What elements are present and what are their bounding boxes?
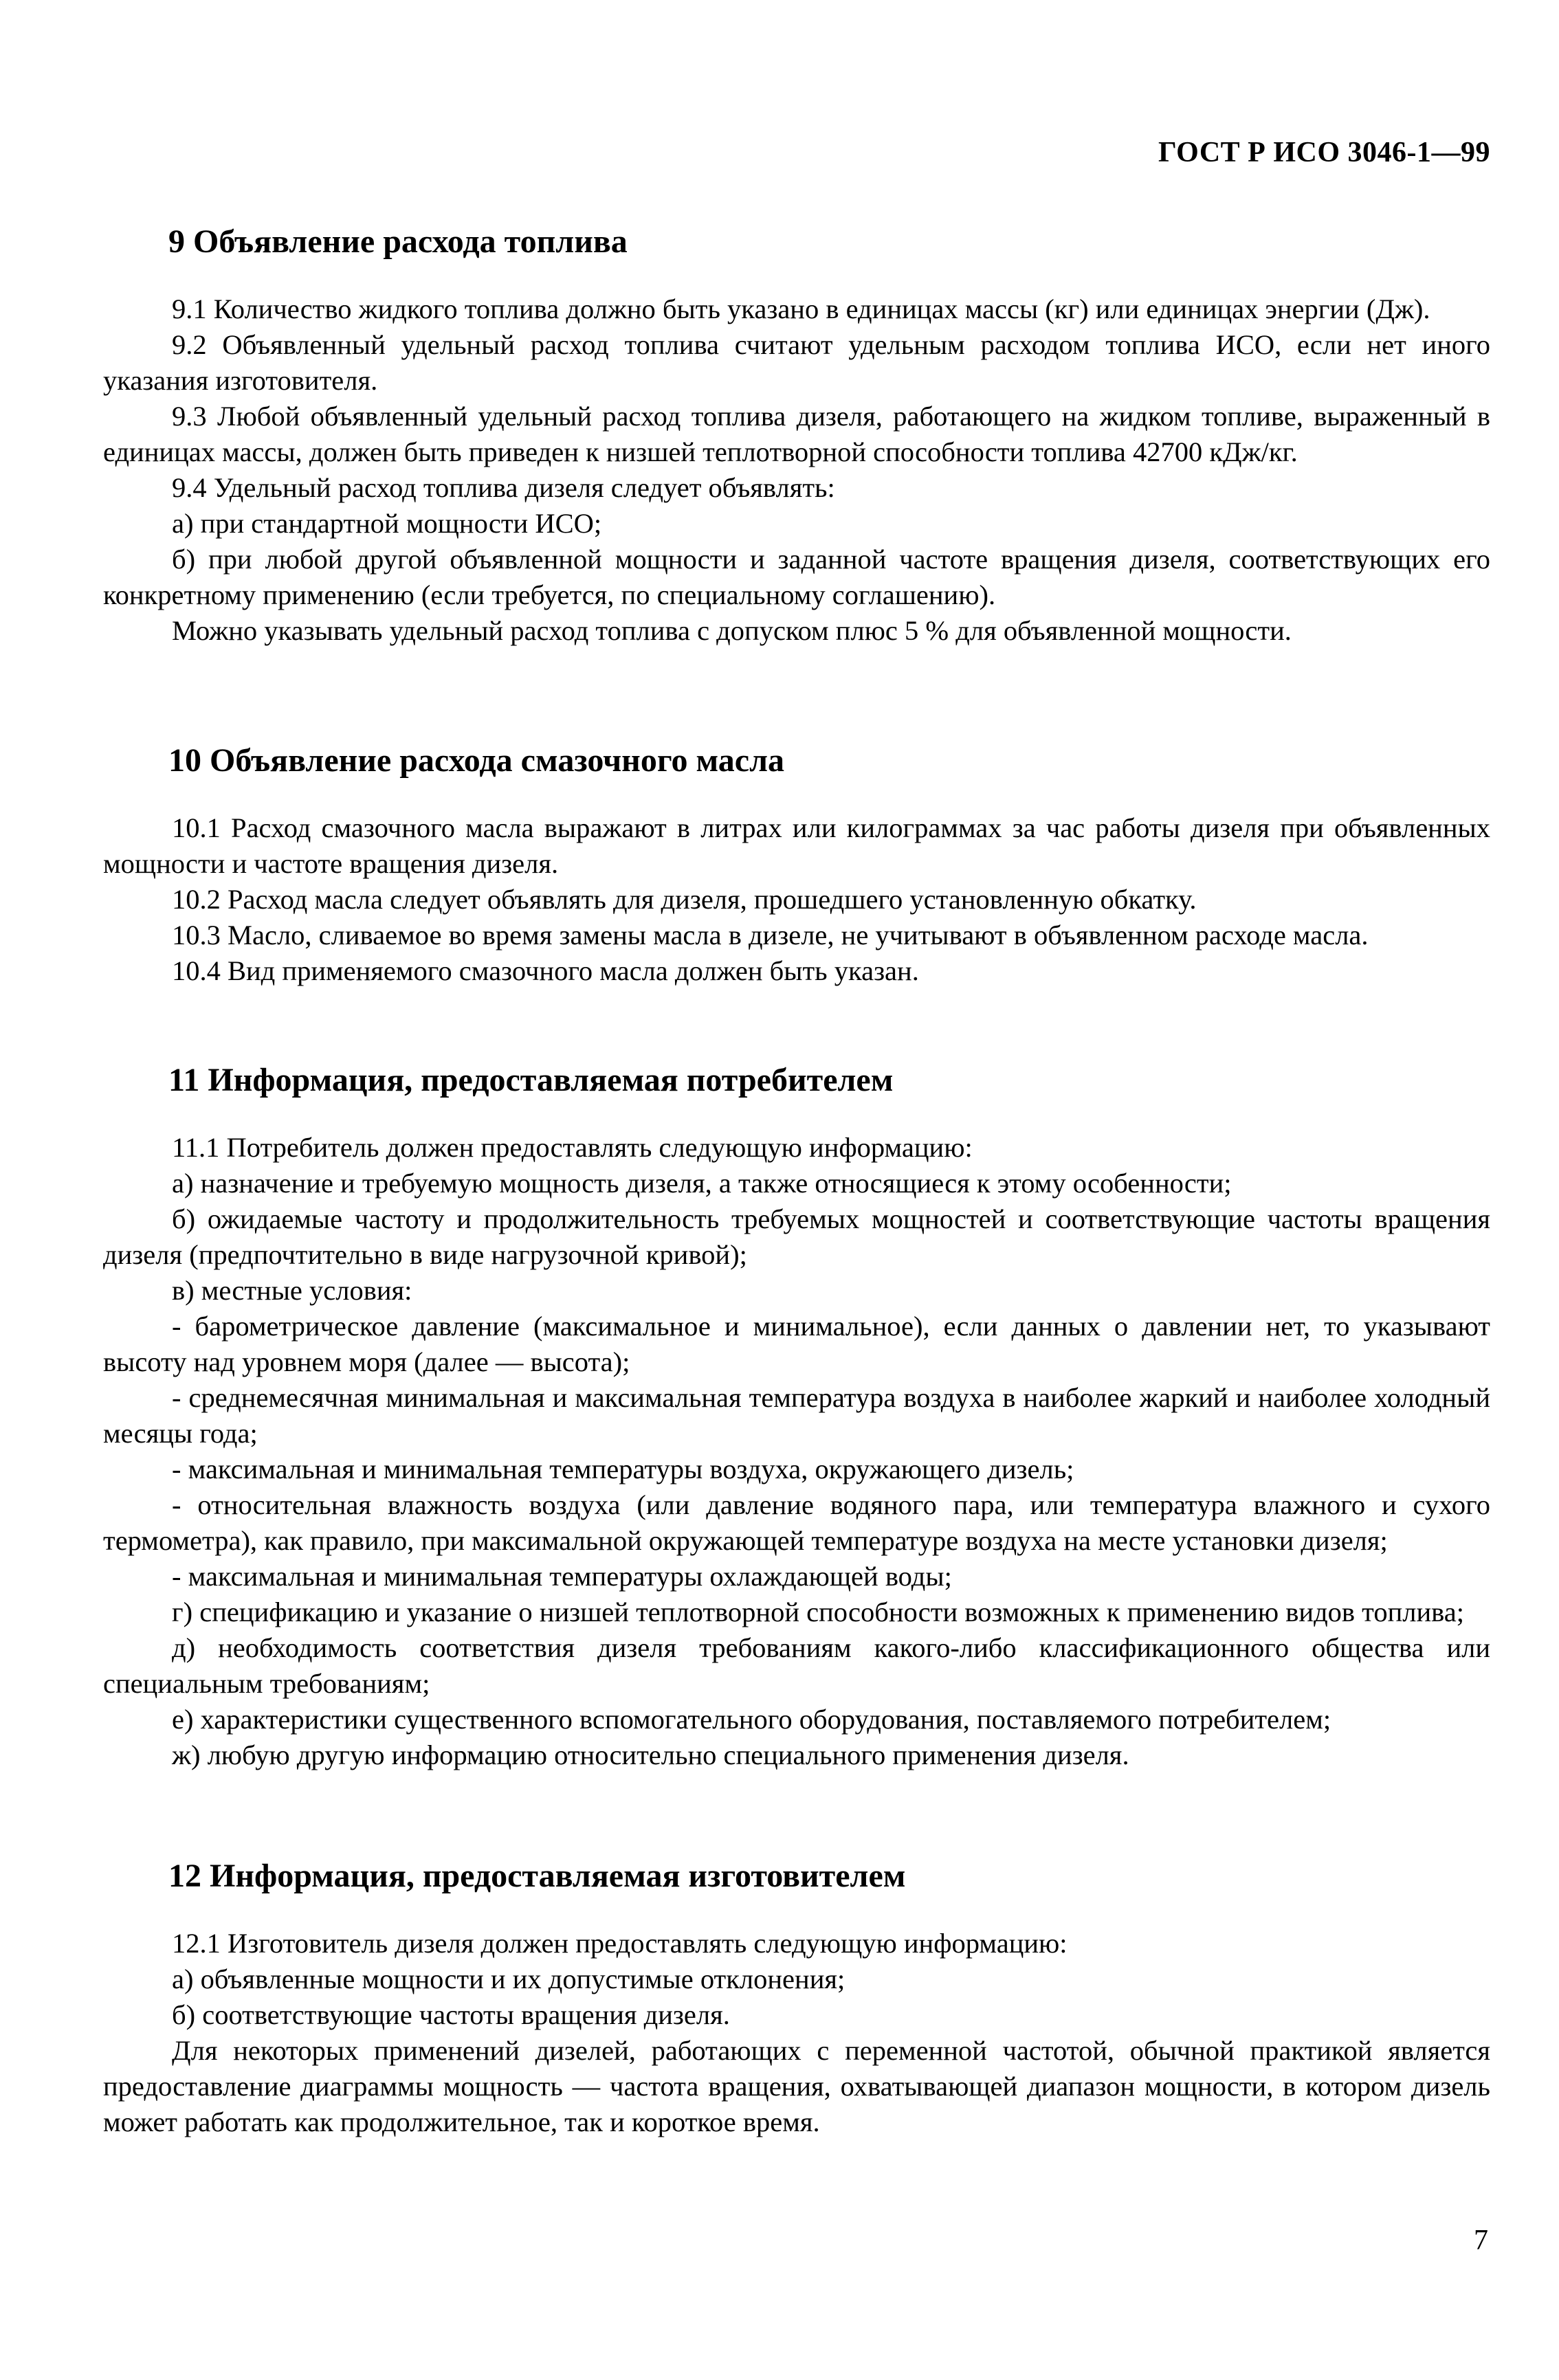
paragraph: б) ожидаемые частоту и продолжительность требуемых мощностей и соответствующие частоты вращения дизеля (предпочтительно в виде нагрузочной кривой); <box>103 1203 1490 1270</box>
paragraph: Можно указывать удельный расход топлива с допуском плюс 5 % для объявленной мощности. <box>172 615 1292 646</box>
page-number: 7 <box>1474 2225 1488 2256</box>
paragraph: а) при стандартной мощности ИСО; <box>172 508 602 539</box>
paragraph: ж) любую другую информацию относительно специального применения дизеля. <box>172 1739 1129 1770</box>
paragraph: 9.3 Любой объявленный удельный расход топлива дизеля, работающего на жидком топливе, выраженный в единицах массы, должен быть приведен к низшей теплотворной способности топлива 42700 кДж/кг. <box>103 401 1490 467</box>
section-9 <box>103 221 1490 649</box>
section-heading: 12 Информация, предоставляемая изготовителем <box>168 1858 906 1894</box>
paragraph: - барометрическое давление (максимальное и минимальное), если данных о давлении нет, то указывают высоту над уровнем моря (далее — высота); <box>103 1311 1490 1377</box>
section-11 <box>103 1060 1490 1773</box>
section-12 <box>103 1856 1490 2140</box>
paragraph: - относительная влажность воздуха (или давление водяного пара, или температура влажного и сухого термометра), как правило, при максимальной окружающей температуре воздуха на месте установки дизеля; <box>103 1489 1490 1556</box>
paragraph: д) необходимость соответствия дизеля требованиям какого-либо классификационного общества или специальным требованиям; <box>103 1632 1490 1699</box>
paragraph: е) характеристики существенного вспомогательного оборудования, поставляемого потребителем; <box>172 1704 1331 1735</box>
paragraph: Для некоторых применений дизелей, работающих с переменной частотой, обычной практикой является предоставление диаграммы мощность — частота вращения, охватывающей диапазон мощности, в котором дизель может работать как продолжительное, так и короткое время. <box>103 2035 1490 2137</box>
paragraph: г) спецификацию и указание о низшей теплотворной способности возможных к применению видов топлива; <box>172 1597 1464 1627</box>
section-heading: 11 Информация, предоставляемая потребителем <box>168 1062 894 1098</box>
paragraph: 10.2 Расход масла следует объявлять для дизеля, прошедшего установленную обкатку. <box>172 884 1197 915</box>
standard-id: ГОСТ Р ИСО 3046-1—99 <box>1158 137 1490 168</box>
paragraph: 10.1 Расход смазочного масла выражают в литрах или килограммах за час работы дизеля при объявленных мощности и частоте вращения дизеля. <box>103 812 1490 879</box>
paragraph: б) при любой другой объявленной мощности и заданной частоте вращения дизеля, соответствующих его конкретному применению (если требуется, по специальному соглашению). <box>103 544 1490 610</box>
paragraph: 11.1 Потребитель должен предоставлять следующую информацию: <box>172 1132 973 1163</box>
paragraph: 9.1 Количество жидкого топлива должно быть указано в единицах массы (кг) или единицах энергии (Дж). <box>172 293 1430 324</box>
paragraph: - максимальная и минимальная температуры воздуха, окружающего дизель; <box>172 1454 1074 1484</box>
paragraph: в) местные условия: <box>172 1275 412 1306</box>
paragraph: 9.4 Удельный расход топлива дизеля следует объявлять: <box>172 472 835 503</box>
section-10 <box>103 740 1490 989</box>
paragraph: 12.1 Изготовитель дизеля должен предоставлять следующую информацию: <box>172 1928 1068 1959</box>
section-heading: 9 Объявление расхода топлива <box>168 223 628 260</box>
paragraph: б) соответствующие частоты вращения дизеля. <box>172 1999 730 2030</box>
paragraph: 10.3 Масло, сливаемое во время замены масла в дизеле, не учитывают в объявленном расходе масла. <box>172 920 1369 950</box>
paragraph: а) назначение и требуемую мощность дизеля, а также относящиеся к этому особенности; <box>172 1168 1232 1199</box>
paragraph: а) объявленные мощности и их допустимые отклонения; <box>172 1964 845 1994</box>
paragraph: 10.4 Вид применяемого смазочного масла должен быть указан. <box>172 955 919 986</box>
paragraph: - среднемесячная минимальная и максимальная температура воздуха в наиболее жаркий и наиболее холодный месяцы года; <box>103 1382 1490 1449</box>
paragraph: - максимальная и минимальная температуры охлаждающей воды; <box>172 1561 952 1592</box>
paragraph: 9.2 Объявленный удельный расход топлива считают удельным расходом топлива ИСО, если нет иного указания изготовителя. <box>103 329 1490 396</box>
section-heading: 10 Объявление расхода смазочного масла <box>168 742 785 779</box>
